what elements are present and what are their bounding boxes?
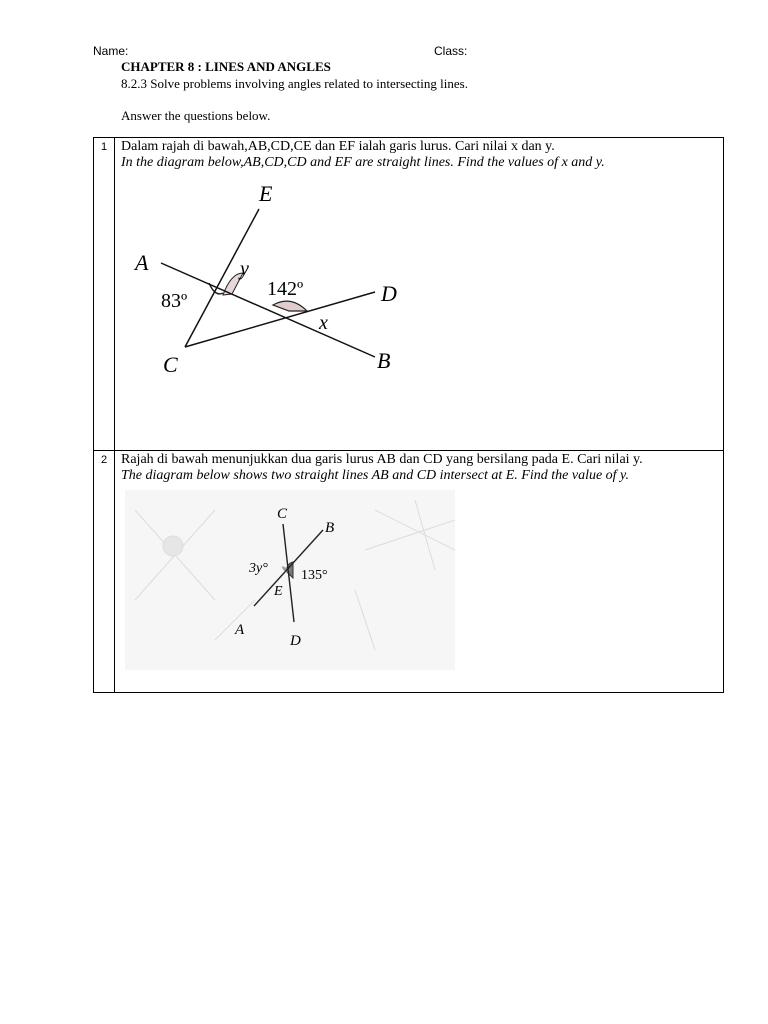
learning-objective: 8.2.3 Solve problems involving angles related to intersecting lines. (121, 76, 468, 91)
class-label: Class: (434, 44, 468, 58)
question-text-malay: Dalam rajah di bawah,AB,CD,CE dan EF ialah garis lurus. Cari nilai x dan y. (121, 139, 555, 154)
point-b-label: B (325, 520, 335, 536)
name-label: Name: (93, 44, 129, 58)
question-number: 1 (94, 138, 115, 451)
point-d-label: D (290, 633, 301, 649)
point-d-label: D (381, 281, 397, 306)
angle-142-label: 142º (267, 278, 304, 300)
angle-3y-label: 3y° (249, 561, 268, 576)
angle-x-marker (273, 301, 307, 311)
angle-135-label: 135° (301, 568, 328, 583)
point-e-label: E (274, 584, 283, 599)
question-row (94, 451, 724, 693)
angle-x-label: x (319, 312, 328, 334)
questions-table (93, 137, 724, 693)
angle-y-label: y (240, 258, 249, 280)
intersecting-lines-diagram-2 (125, 490, 455, 670)
point-e-label: E (259, 181, 273, 206)
point-a-label: A (135, 250, 149, 275)
question-text-english: In the diagram below,AB,CD,CD and EF are straight lines. Find the values of x and y. (121, 155, 605, 170)
question-number: 2 (94, 451, 115, 693)
point-b-label: B (377, 348, 391, 373)
instruction-text: Answer the questions below. (121, 108, 271, 123)
question-text-english: The diagram below shows two straight lines AB and CD intersect at E. Find the value of y. (121, 468, 629, 483)
question-text-malay: Rajah di bawah menunjukkan dua garis lurus AB dan CD yang bersilang pada E. Cari nilai y. (121, 452, 643, 467)
chapter-title: CHAPTER 8 : LINES AND ANGLES (121, 59, 331, 74)
point-c-label: C (277, 506, 288, 522)
question-row (94, 138, 724, 451)
point-a-label: A (235, 622, 245, 638)
intersecting-lines-diagram-1 (131, 175, 431, 385)
question-content (115, 138, 724, 451)
line-cd (185, 292, 375, 347)
point-c-label: C (163, 352, 178, 377)
question-content (115, 451, 724, 693)
angle-83-label: 83º (161, 290, 188, 312)
